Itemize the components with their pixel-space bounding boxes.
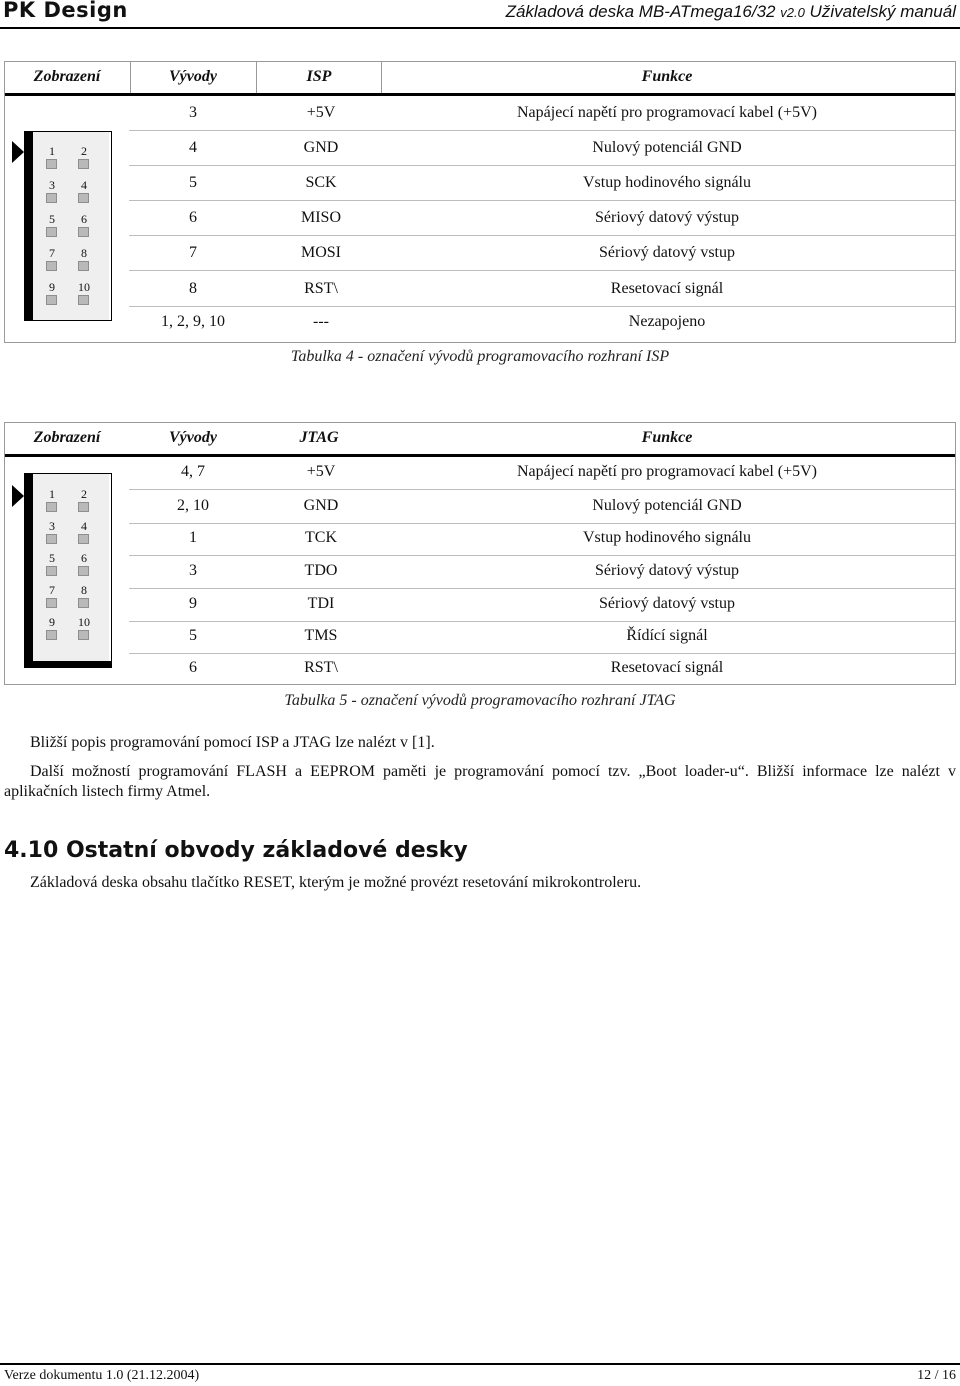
footer-rule (0, 1363, 960, 1365)
cell-function: Sériový datový výstup (595, 562, 739, 579)
pin-number-label: 7 (49, 583, 55, 597)
pin-pad-icon (78, 295, 89, 305)
cell-function: Napájecí napětí pro programovací kabel (+5V) (516, 104, 818, 121)
row-divider (129, 306, 955, 307)
pin-number-label: 10 (78, 615, 90, 629)
pin-number-label: 3 (49, 519, 55, 533)
row-divider (129, 523, 955, 524)
header-rule (0, 27, 960, 29)
pin-number-label: 1 (49, 487, 55, 501)
col-signal: ISP (306, 68, 332, 85)
pin-pad-icon (46, 295, 57, 305)
row-divider (129, 653, 955, 654)
connector-key-bar (24, 473, 33, 668)
cell-function: Nezapojeno (628, 313, 706, 330)
isp-table-header (5, 62, 955, 96)
pin-number-label: 1 (49, 144, 55, 158)
cell-signal: TMS (304, 627, 338, 644)
brand-logo: PK Design (3, 0, 128, 22)
cell-function: Sériový datový vstup (599, 244, 735, 261)
pin-pad-icon (46, 261, 57, 271)
cell-function: Sériový datový výstup (595, 209, 739, 226)
pin-number-label: 2 (81, 144, 87, 158)
cell-pins: 5 (189, 627, 197, 644)
pin-pad-icon (46, 502, 57, 512)
connector-panel (33, 474, 109, 661)
row-divider (129, 621, 955, 622)
row-divider (129, 200, 955, 201)
row-divider (129, 165, 955, 166)
col-function: Funkce (641, 68, 693, 85)
cell-signal: TDI (307, 595, 335, 612)
col-pins: Vývody (169, 429, 217, 446)
row-divider (129, 489, 955, 490)
header-separator (256, 62, 257, 93)
cell-pins: 1 (189, 529, 197, 546)
cell-pins: 7 (189, 244, 197, 261)
paragraph-reset: Základová deska obsahu tlačítko RESET, kterým je možné provézt resetování mikrokontroleru. (30, 874, 642, 891)
pin-number-label: 6 (81, 212, 87, 226)
pin-number-label: 8 (81, 246, 87, 260)
cell-signal: +5V (306, 463, 336, 480)
col-function: Funkce (641, 429, 693, 446)
pin1-marker-icon (12, 485, 24, 507)
header-separator (130, 62, 131, 93)
pin-pad-icon (46, 193, 57, 203)
pin-number-label: 10 (78, 280, 90, 294)
connector-key-bar (24, 131, 33, 321)
cell-function: Nulový potenciál GND (592, 139, 742, 156)
cell-function: Řídící signál (626, 627, 708, 644)
cell-signal: GND (303, 497, 339, 514)
document-title (506, 2, 956, 22)
cell-pins: 2, 10 (177, 497, 209, 514)
cell-signal: TCK (305, 529, 337, 546)
cell-pins: 1, 2, 9, 10 (161, 313, 225, 330)
pin-number-label: 7 (49, 246, 55, 260)
cell-signal: RST\ (304, 280, 338, 297)
pin-number-label: 4 (81, 519, 87, 533)
cell-pins: 6 (189, 659, 197, 676)
header-separator (381, 62, 382, 93)
title-main: Základová deska MB-ATmega16/32 (505, 2, 776, 21)
cell-pins: 9 (189, 595, 197, 612)
paragraph-bootloader: Další možností programování FLASH a EEPROM paměti je programování pomocí tzv. „Boot loader-u“. Bližší informace lze nalézt v aplikačních listech firmy Atmel. (4, 763, 956, 800)
pin-pad-icon (78, 193, 89, 203)
pin-pad-icon (46, 566, 57, 576)
pin-pad-icon (78, 227, 89, 237)
pin-pad-icon (46, 227, 57, 237)
cell-signal: GND (303, 139, 339, 156)
cell-pins: 4 (189, 139, 197, 156)
pin-number-label: 3 (49, 178, 55, 192)
paragraph-references: Bližší popis programování pomocí ISP a JTAG lze nalézt v [1]. (30, 734, 435, 751)
cell-signal: SCK (305, 174, 337, 191)
row-divider (129, 270, 955, 271)
cell-function: Vstup hodinového signálu (583, 174, 751, 191)
pin-number-label: 8 (81, 583, 87, 597)
jtag-table (4, 422, 956, 685)
footer-page-number: 12 / 16 (917, 1368, 956, 1383)
footer-version: Verze dokumentu 1.0 (21.12.2004) (4, 1368, 200, 1383)
row-divider (129, 555, 955, 556)
pin-pad-icon (46, 534, 57, 544)
col-pins: Vývody (169, 68, 217, 85)
cell-function: Napájecí napětí pro programovací kabel (+5V) (516, 463, 818, 480)
cell-pins: 4, 7 (181, 463, 205, 480)
cell-function: Resetovací signál (610, 659, 724, 676)
pin-pad-icon (78, 502, 89, 512)
isp-table (4, 61, 956, 343)
col-display: Zobrazení (33, 68, 101, 85)
title-rest: Uživatelský manuál (809, 2, 956, 21)
pin-pad-icon (46, 159, 57, 169)
cell-signal: MOSI (300, 244, 342, 261)
pin-pad-icon (78, 261, 89, 271)
cell-pins: 3 (189, 104, 197, 121)
cell-pins: 8 (189, 280, 197, 297)
cell-function: Nulový potenciál GND (592, 497, 742, 514)
pin-number-label: 9 (49, 280, 55, 294)
cell-signal: --- (313, 313, 329, 330)
row-divider (129, 235, 955, 236)
pin-pad-icon (78, 566, 89, 576)
connector-bottom-bar (24, 661, 112, 668)
cell-function: Vstup hodinového signálu (583, 529, 751, 546)
pin-pad-icon (78, 534, 89, 544)
cell-pins: 3 (189, 562, 197, 579)
col-display: Zobrazení (33, 429, 101, 446)
title-version: v2.0 (780, 5, 805, 20)
cell-function: Sériový datový vstup (599, 595, 735, 612)
isp-table-caption: Tabulka 4 - označení vývodů programovacího rozhraní ISP (290, 348, 670, 365)
pin-number-label: 9 (49, 615, 55, 629)
row-divider (129, 588, 955, 589)
pin-number-label: 2 (81, 487, 87, 501)
connector-panel (33, 132, 109, 320)
cell-function: Resetovací signál (610, 280, 724, 297)
pin-number-label: 4 (81, 178, 87, 192)
col-signal: JTAG (299, 429, 339, 446)
pin1-marker-icon (12, 141, 24, 163)
cell-pins: 6 (189, 209, 197, 226)
cell-pins: 5 (189, 174, 197, 191)
cell-signal: MISO (300, 209, 342, 226)
pin-pad-icon (78, 598, 89, 608)
pin-number-label: 5 (49, 551, 55, 565)
cell-signal: RST\ (304, 659, 338, 676)
pin-pad-icon (46, 630, 57, 640)
row-divider (129, 130, 955, 131)
pin-number-label: 6 (81, 551, 87, 565)
pin-number-label: 5 (49, 212, 55, 226)
jtag-table-caption: Tabulka 5 - označení vývodů programovacího rozhraní JTAG (284, 692, 676, 709)
cell-signal: +5V (306, 104, 336, 121)
jtag-table-header (5, 423, 955, 457)
pin-pad-icon (46, 598, 57, 608)
pin-pad-icon (78, 630, 89, 640)
cell-signal: TDO (304, 562, 338, 579)
pin-pad-icon (78, 159, 89, 169)
section-heading: 4.10 Ostatní obvody základové desky (4, 838, 468, 863)
